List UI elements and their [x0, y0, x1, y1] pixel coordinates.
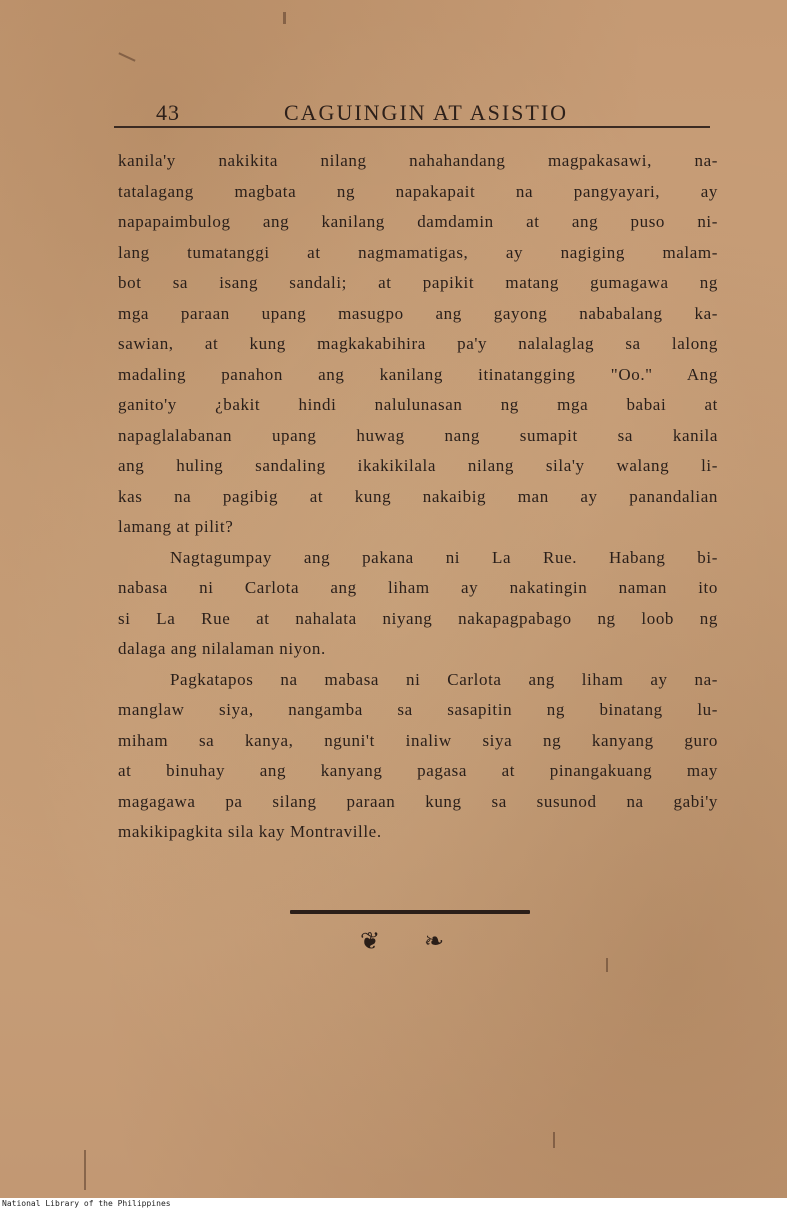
text-line: magagawa pa silang paraan kung sa susunod na gabi'y [118, 791, 718, 811]
page-number: 43 [156, 100, 180, 125]
paragraph-1 [118, 146, 718, 543]
fleuron-right-icon: ❧ [424, 927, 445, 955]
header-rule [114, 126, 710, 128]
text-line: miham sa kanya, nguni't inaliw siya ng kanyang guro [118, 730, 718, 750]
running-title: CAGUINGIN AT ASISTIO [284, 100, 569, 125]
footer-credit: National Library of the Philippines [0, 1199, 787, 1208]
fleuron-left-icon: ❦ [360, 927, 381, 955]
body-text [118, 146, 718, 848]
text-line: dalaga ang nilalaman niyon. [118, 639, 326, 658]
text-line: ganito'y ¿bakit hindi nalulunasan ng mga babai at [118, 395, 718, 414]
text-line: Nagtagumpay ang pakana ni La Rue. Habang bi- [170, 547, 718, 567]
text-line: ang huling sandaling ikakikilala nilang sila'y walang li- [118, 456, 718, 475]
paper-speck [283, 12, 286, 24]
text-line: napapaimbulog ang kanilang damdamin at ang puso ni- [118, 212, 718, 231]
text-line: napaglalabanan upang huwag nang sumapit sa kanila [118, 425, 718, 445]
paper-speck [553, 1132, 555, 1148]
text-line: tatalagang magbata ng napakapait na pangyayari, ay [118, 181, 718, 201]
text-line: lamang at pilit? [118, 517, 234, 536]
text-line: mga paraan upang masugpo ang gayong nababalang ka- [118, 303, 718, 323]
text-line: lang tumatanggi at nagmamatigas, ay nagiging malam- [118, 242, 718, 262]
text-line: si La Rue at nahalata niyang nakapagpabago ng loob ng [118, 608, 718, 628]
text-line: bot sa isang sandali; at papikit matang gumagawa ng [118, 273, 718, 292]
text-line: at binuhay ang kanyang pagasa at pinangakuang may [118, 761, 718, 780]
fleuron-ornament [360, 927, 460, 957]
text-line: manglaw siya, nangamba sa sasapitin ng binatang lu- [118, 700, 718, 719]
end-rule [290, 910, 530, 914]
page-header [114, 100, 710, 124]
text-line: madaling panahon ang kanilang itinatangging "Oo." Ang [118, 364, 718, 384]
text-line: kanila'y nakikita nilang nahahandang magpakasawi, na- [118, 151, 718, 170]
paper-speck [118, 52, 135, 61]
text-line: nabasa ni Carlota ang liham ay nakatingin naman ito [118, 578, 718, 597]
paper-speck [84, 1150, 86, 1190]
paragraph-3 [118, 665, 718, 848]
paragraph-2 [118, 543, 718, 665]
text-line: makikipagkita sila kay Montraville. [118, 822, 382, 841]
text-line: sawian, at kung magkakabihira pa'y nalalaglag sa lalong [118, 334, 718, 353]
paper-speck [606, 958, 608, 972]
text-line: kas na pagibig at kung nakaibig man ay panandalian [118, 486, 718, 506]
text-line: Pagkatapos na mabasa ni Carlota ang liham ay na- [170, 669, 718, 689]
